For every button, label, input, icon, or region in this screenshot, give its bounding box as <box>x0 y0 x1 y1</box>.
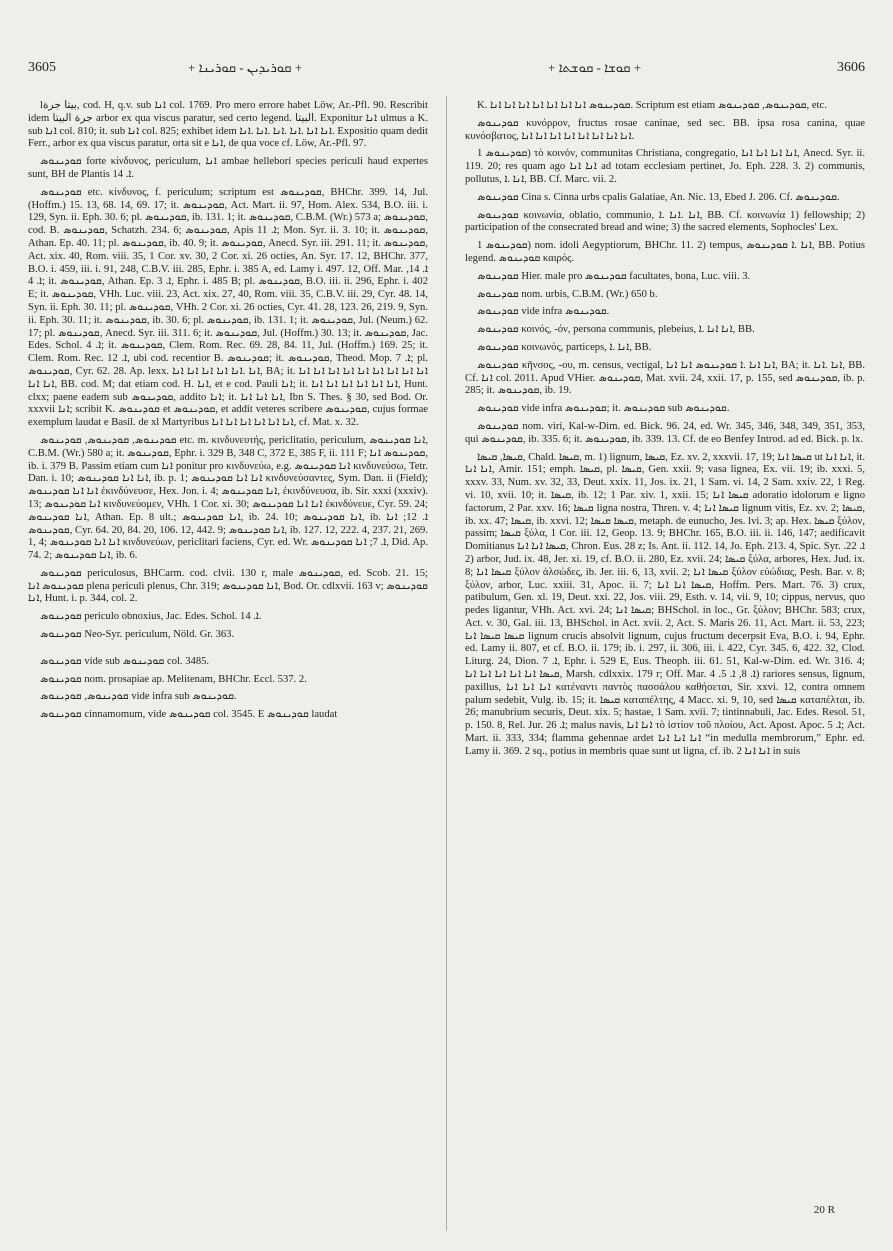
dictionary-entry: ܩܘܕܝܢܘܣ periculo obnoxius, Jac. Edes. Schol. ܐ. 14. <box>40 611 262 623</box>
page-number-right: 3606 <box>837 60 865 75</box>
dictionary-entry: ܩܘܕܝܢܘܣ 1) nom. idoli Aegyptiorum, BHChr. 11. 2) tempus, ܐܢܐ .ܐ ܩܘܕܝܢܘܣ, BB. Potius legend. ܩܘܕܝܢܘܣ καιρός. <box>465 240 865 264</box>
right-column <box>465 100 865 1220</box>
dictionary-entry: ܩܘܕܝܢܘܣ Neo-Syr. periculum, Nöld. Gr. 363. <box>40 629 235 641</box>
dictionary-entry: ܩܘܕܝܢܘܣ nom. prosapiae ap. Melitenam, BHChr. Eccl. 537. 2. <box>40 673 307 685</box>
left-column <box>28 100 428 1220</box>
dictionary-entry: ܩܘܕܝܢܘܣ vide sub ܩܘܕܝܢܘܣ col. 3485. <box>40 655 210 667</box>
dictionary-entry: ܩܘܕܝܢܘܣ κοινωνός, particeps, ܐܢܐ .ܐ, BB. <box>477 341 652 353</box>
running-head-right: + ܩܘܫܐ - ܩܘܫܬܐ + <box>548 60 642 75</box>
dictionary-entry: ܩܘܕܝܢܘܣ etc. κίνδυνος, f. periculum; scriptum est ܩܘܕܝܢܘܣ, BHChr. 399. 14, Jul. (Hoffm.) 15. 13, 68. 14, 69. 17; it. ܩܘܕܝܢܘܣ, Act. Mart. ii. 97, Hom. Alex. 534, B.O. iii. i. 129, Syn. ii. Eph. 30. 6; pl. ܩܘܕܝܢܘܣ, ib. 131. 1; it. ܩܘܕܝܢܘܣ, C.B.M. (Wr.) 573 a; ܩܘܕܝܢܘܣ, cod. B. ܩܘܕܝܢܘܣ, Schatzh. 234. 6; ܩܘܕܝܢܘܣ, Apis ܐ. 11; Mon. Syr. ii. 3. 10; it. ܩܘܕܝܢܘܣ, Athan. Ep. 40. 11; pl. ܩܘܕܝܢܘܣ, ib. 40. 9; it. ܩܘܕܝܢܘܣ, Anecd. Syr. iii. 291. 11; it. ܩܘܕܝܢܘܣ, Act. xix. 40, Rom. viii. 35, 1 Cor. xv. 30, 2 Cor. xi. 26 octies, An. Syr. 17. 12, BHChr. 377, B.O. i. 459, iii. i. 91, 248, C.B.V. iii. 285, Ephr. i. 385 A, ed. Lamy i. 497. 12, Off. Mar. ܐ. 14, ܐ. 4; it. ܩܘܕܝܢܘܣ, Athan. Ep. ܐ. 3, Ephr. i. 485 B; pl. ܩܘܕܝܢܘܣ, B.O. iii. ii. 296, Ephr. i. 402 E; it. ܩܘܕܝܢܘܣ, VHh. Luc. viii. 23, Act. xix. 27, 40, Rom. viii. 35, C.B.V. iii. 29, Cyr. 48. 14, Syn. ii. Eph. 30. 11; pl. ܩܘܕܝܢܘܣ, VHh. 2 Cor. xi. 26 octies, Cyr. 41. 28, 123. 26, 219. 9, Syn. ii. Eph. 30. 11; it. ܩܘܕܝܢܘܣ, ib. 30. 6; pl. ܩܘܕܝܢܘܣ, ib. 131. 1; it. ܩܘܕܝܢܘܣ, Jul. (Neum.) 62. 17; pl. ܩܘܕܝܢܘܣ, Anecd. Syr. iii. 311. 6; it. ܩܘܕܝܢܘܣ, Jul. (Hoffm.) 30. 13; it. ܩܘܕܝܢܘܣ, Jac. Edes. Schol. ܐ. 4; it. ܩܘܕܝܢܘܣ, Clem. Rom. Rec. 69. 28, 84. 11, Jul. (Hoffm.) 169. 25; it. Clem. Rom. Rec. ܐ. 12, ubi cod. recentior B. ܩܘܕܝܢܘܣ; it. ܩܘܕܝܢܘܣ, Theod. Mop. ܐ. 7; pl. ܩܘܕܝܢܘܣ, Cyr. 62. 28. Ap. lexx. ܐܢܐ .ܐܢܐ ܐܢܐ ܐܢܐ ܐܢܐ ܐܢܐ, BA; it. ܐܢܐ ܐܢܐ ܐܢܐ ܐܢܐ ܐܢܐ ܐܢܐ ܐܢܐ ܐܢܐ ܐܢܐ ܐܢܐ ܐܢܐ, BB. cod. M; dat etiam cod. H. ܐܢܐ, et e cod. Pauli ܐܢܐ; it. ܐܢܐ ܐܢܐ ܐܢܐ ܐܢܐ ܐܢܐ ܐܢܐ, Hunt. clxx; paene eadem sub ܩܘܕܝܢܘܣ, addito ܐܢܐ; it. ܐܢܐ ܐܢܐ ܐܢܐ, Ibn S. Thes. § 30, sed Bod. Or. xxxvii ܐܢܐ; scribit K. ܩܘܕܝܢܘܣ et ܩܘܕܝܢܘܣ, et addit veteres scribere ܩܘܕܝܢܘܣ, cujus formae exemplum laudat e Basil. de xl Martyribus ܐܢܐ ܐܢܐ ܐܢܐ ܐܢܐ ܐܢܐ ܐܢܐ, cf. Mat. x. 32. <box>28 186 428 429</box>
page-header <box>28 60 865 82</box>
dictionary-entry: ܩܘܕܝܢܘܣ κοινός, -όν, persona communis, plebeius, ܐܢܐ ܐܢܐ .ܐ, BB. <box>477 324 755 336</box>
dictionary-entry: ܩܘܕܝܢܘܣ, ܩܘܕܝܢܘܣ, ܩܘܕܝܢܘܣ etc. m. κινδυνευτής, periclitatio, periculum, ܐܢܐ ܩܘܕܝܢܘܣ, C.B.M. (Wr.) 580 a; it. ܩܘܕܝܢܘܣ, Ephr. i. 329 B, 348 C, 372 E, 385 F, ii. 111 F; ܩܘܕܝܢܘܣ ܐܢܐ, ib. i. 379 B. Passim etiam cum ܐܢܐ ponitur pro κινδυνεύω, e.g. ܐܢܐ ܩܘܕܝܢܘܣ κινδυνεύσω, Tetr. Dan. i. 10; ܐܢܐ ܐܢܐ ܩܘܕܝܢܘܣ, ib. p. 1; ܐܢܐ ܐܢܐ ܩܘܕܝܢܘܣ κινδυνεύσαντες, Sym. Dan. ii (Field); ܐܢܐ ܐܢܐ ܩܘܕܝܢܘܣ ἐκινδύνευσε, Hex. Jon. i. 4; ܐܢܐ ܩܘܕܝܢܘܣ, ἐκινδύνευσα, ib. Sir. xxxi (xxxiv). 13; ܐܢܐ ܩܘܕܝܢܘܣ κινδυνεύομεν, VHh. 1 Cor. xi. 30; ܐܢܐ ܐܢܐ ܩܘܕܝܢܘܣ ἐκινδύνευε, Cyr. 59. 24; ܐܢܐ ܩܘܕܝܢܘܣ, Athan. Ep. 8 ult.; ܐܢܐ ܩܘܕܝܢܘܣ, ib. 24. 10; ܐܢܐ ܩܘܕܝܢܘܣ, ib. ܐ. 12; ܐܢܐ ܩܘܕܝܢܘܣ, Cyr. 64. 20, 84. 20, 106. 12, 442. 9; ܐܢܐ ܩܘܕܝܢܘܣ, ib. 127. 12, 222. 4, 237. 21, 269. 1, 4; ܐܢܐ ܐܢܐ ܩܘܕܝܢܘܣ κινδυνεύων, periclitari faciens, Cyr. ed. Wr. ܐ. 7; ܐܢܐ ܩܘܕܝܢܘܣ, Did. Ap. 74. 2; ܐܢܐ ܩܘܕܝܢܘܣ, ib. 6. <box>28 434 428 562</box>
dictionary-entry: ܩܘܕܝܢܘܣ, ܩܘܕܝܢܘܣ vide infra sub ܩܘܕܝܢܘܣ. <box>40 691 237 703</box>
dictionary-entry: ܩܘܕܝܢܘܣ κῆνσος, -ου, m. census, vectigal, ܐܢܐ ܐܢܐ .ܐ ܩܘܕܝܢܘܣ ܐܢܐ ܐܢܐ, BA; it. ܐܢܐ .ܐܢܐ, BB. Cf. ܐܢܐ col. 2011. Apud VHier. ܩܘܕܝܢܘܣ, Mat. xvii. 24, xxii. 17, p. 155, sed ܩܘܕܝܢܘܣ, ib. p. 285; it. ܩܘܕܝܢܘܣ, ib. 19. <box>465 359 865 397</box>
dictionary-entry: ܩܘܕܝܢܘܣ Hier. male pro ܩܘܕܝܢܘܣ facultates, bona, Luc. viii. 3. <box>477 270 751 282</box>
dictionary-entry: ܩܘܕܝܢܘܣ periculosus, BHCarm. cod. clvii. 130 r, male ܩܘܕܝܢܘܣ, ed. Scob. 21. 15; ܩܘܕܝܢܘܣ ܐܢܐ plena periculi plenus, Chr. 319; ܐܢܐ ܩܘܕܝܢܘܣ, Bod. Or. cdlxvii. 163 v; ܩܘܕܝܢܘܣ ܐܢܐ, Hunt. i. p. 344, col. 2. <box>28 567 428 605</box>
dictionary-entry: ܩܘܕܝܢܘܣ Cina s. Cinna urbs cpalis Galatiae, An. Nic. 13, Ebed J. 206. Cf. ܩܘܕܝܢܘܣ. <box>477 191 840 203</box>
dictionary-entry: ܩܘܕܝܢܘܣ vide infra ܩܘܕܝܢܘܣ; it. ܩܘܕܝܢܘܣ sub ܩܘܕܝܢܘܣ. <box>477 403 730 415</box>
dictionary-entry: ܩܘܕܝܢܘܣ 1) τὸ κοινόν, communitas Christiana, congregatio, ܐܢܐ ܐܢܐ ܐܢܐ ܐܢܐ, Anecd. Syr. ii. 119. 20; res quam ago ܐܢܐ ܐܢܐ ad totam ecclesiam pertinet, Jo. Eph. 228. 3. 2) communis, pollutus, ܐܢܐ .ܐ, BB. Cf. Marc. vii. 2. <box>465 148 865 185</box>
dictionary-entry: ܩܘܕܝܢܘܣ κοινωνία, oblatio, communio, ܐܢܐ .ܐܢܐ .ܐ, BB. Cf. κοινωνία 1) fellowship; 2) participation of the consecrated bread and wine; 3) the sacred elements, Sophocles' Lex. <box>465 209 865 234</box>
dictionary-entry: lبيتا جرة, cod. H, q.v. sub ܐܢܐ col. 1769. Pro mero errore habet Löw, Ar.-Pfl. 90. Rescribit idem جرة البيتا arbor ex qua viscus paratur, sed certo legend. البيتا. Exponitur ܐܢܐ ulmus a K. sub ܐܢܐ col. 810; it. sub ܐܢܐ col. 825; exhibet idem ܐܢܐ ܐܢܐ .ܐܢܐ .ܐܢܐ .ܐܢܐ .ܐܢܐ. Expositio quam dedit Ferr., arbor ex qua viscus paratur, orta sit e ܐܢܐ, de qua voce cf. Löw, Ar.-Pfl. 97. <box>28 100 428 150</box>
dictionary-entry: ܩܘܕܝܢܘܣ κυνόρρον, fructus rosae caninae, sed sec. BB. ipsa rosa canina, quae κυνόσβατος, ܐܢܐ ܐܢܐ ܐܢܐ ܐܢܐ ܐܢܐ ܐܢܐ ܐܢܐ ܐܢܐ. <box>465 117 865 142</box>
signature-mark: 20 R <box>813 1204 835 1216</box>
dictionary-entry: ܩܘܕܝܢܘܣ nom. urbis, C.B.M. (Wr.) 650 b. <box>477 288 658 300</box>
dictionary-entry: ܩܝܣܐ, ܩܝܣܐ, Chald. ܩܝܣܐ, m. 1) lignum, ܩܝܣܐ, Ez. xv. 2, xxxvii. 17, 19; ܩܝܣܐ ܐܢܐ ut ܐܢܐ ܐܢܐ, it. ܐܢܐ ܐܢܐ, Amir. 151; emph. ܩܝܣܐ, pl. ܩܝܣܐ, Gen. xxii. 9; vasa lignea, Ex. vii. 19; ib. xxxi. 5, xxxv. 33, Num. xv. 32, 33, Deut. xxix. 11, Jos. ix. 21, 1 Sam. vi. 14, 2 Sam. xxiv. 22, 1 Reg. vi. 10, xvii. 10; it. ܩܝܣܐ, ib. 12; 1 Par. xiv. 1, xxii. 15; ܩܝܣܐ ܐܢܐ adoratio idolorum e ligno factorum, 2 Par. xxv. 16; ܩܝܣܐ ligna nostra, Thren. v. 4; ܩܝܣܐ ܐܢܐ lignum vitis, Ez. xv. 2; ܩܝܣܐ, ib. xx. 47; ܩܝܣܐ, ib. xxvi. 12; ܩܝܣܐ ܩܝܣܐ, metaph. de eunucho, Jes. lvi. 3; ap. Hex. ܩܝܣܐ ξύλον, passim; ܩܝܣܐ ξύλα, 1 Cor. iii. 12, Geop. 13. 9; BHChr. 165, B.O. iii. ii. 146, 147; aedificavit Domitianus ܩܝܣܐ ܐܢܐ ܐܢܐ, Chron. Eus. 28 z; Is. Ant. ii. 112. 14, Jo. Eph. 213. 4, Spic. Syr. ܐ. 22. 2) arbor, Jud. ix. 48, Jer. xi. 19, cf. B.O. ii. 280, Ez. xvii. 24; ܩܝܣܐ ξύλα, arbores, Hex. Jud. ix. 8; ܩܝܣܐ ܐܢܐ ξύλον ἀλσώδες, ib. Jer. iii. 6, 13, xvii. 2; ܩܝܣܐ ܐܢܐ ξύλον εὐώδιας, Pesh. Bar. v. 8; ξύλον, arbor, Luc. xxiii. 31, Apoc. ii. 7; ܩܝܣܐ ܐܢܐ ܐܢܐ, Hoffm. Pers. Mart. 76. 3) crux, patibulum, Gen. xl. 19, Deut. xxi. 22, Jos. viii. 29, Esth. v. 14, vii. 9, 10; cippus, nervus, quo pedes ligantur, VHh. Act. xvi. 24; ܩܝܣܐ ܐܢܐ; BHSchol. in loc., Gr. ξύλον; BHChr. 583; crux, Act. v. 30, Gal. iii. 13, BHSchol. in Act. xvii. 2, Act. S. Maris 26. 11, Act. Mart. ii. 53, 223; ܩܝܣܐ ܩܝܣܐ ܐܢܐ lignum crucis absolvit lignum, cujus fructum decerpsit Eva, B.O. i. 94, Ephr. ed. Lamy ii. 807, et cf. B.O. ii. 179; ib. i. 297, ii. 306, iii. i. 422, Cyr. 345. 6, 422. 32, Clod. Liturg. 24, Dion. ܐ. 7, Ephr. i. 529 E, Eus. Theoph. iii. 61. 51, Kal-w-Dim. ed. Wr. 316. 4; ܩܝܣܐ ܐܢܐ ܐܢܐ ܐܢܐ ܐܢܐ ܐܢܐ, Marsh. cdlxxix. 179 r; Off. Mar. ܐ. 8, ܐ. 5. 4) rariores sensus, lignum, paxillus, ܐܢܐ ܐܢܐ ܐܢܐ κατέναντι παντὸς πασσάλου καθήσεται, Sir. xxvi. 12, contra omnem palum sedebit, Vulg. ib. 15; it. ܩܝܣܐ καταπέλτης, 4 Macc. xi. 9, 10, sed ܩܝܣܐ καταπέλται, ib. 26; manubrium securis, Deut. xix. 5; hastae, 1 Sam. xvii. 7; tintinnabuli, Jac. Edes. Resol. 51, p. 150. 8, Rel. Jur. ܐ. 26; malus navis, ܐܢܐ ܐܢܐ τὸ ἱστίον τοῦ πλοίου, Act. Apost. Apoc. ܐ. 5; Act. Mart. ii. 333, 334; flamma gehennae ardet ܐܢܐ ܐܢܐ ܐܢܐ “in medulla membrorum,” Ephr. ed. Lamy ii. 369. 2 sq., potius in membris quae sunt ut ligna, cf. ib. 2 ܐܢܐ ܐܢܐ in suis <box>465 451 865 757</box>
dictionary-entry: ܩܘܕܝܢܘܣ vide infra ܩܘܕܝܢܘܣ. <box>477 306 610 318</box>
dictionary-entry: ܩܘܕܝܢܘܣ forte κίνδυνος, periculum, ܐܢܐ ambae helleborí species periculi haud expertes sunt, BH de Plantis ܐ. 14. <box>28 156 428 180</box>
dictionary-entry: ܩܘܕܝܢܘܣ nom. viri, Kal-w-Dim. ed. Bick. 96. 24, ed. Wr. 345, 346, 348, 349, 351, 353, qui ܩܘܕܝܢܘܣ, ib. 335. 6; it. ܩܘܕܝܢܘܣ, ib. 339. 13. Cf. de eo Benfey Introd. ad ed. Bick. p. lx. <box>465 420 865 445</box>
page-number-left: 3605 <box>28 60 56 75</box>
dictionary-entry: K. ܩܘܕܝܢܘܣ ܐܢܐ ܐܢܐ ܐܢܐ ܐܢܐ ܐܢܐ ܐܢܐ ܐܢܐ. Scriptum est etiam ܩܘܕܝܢܘܣ, ܩܘܕܝܢܘܣ, etc. <box>477 100 827 111</box>
running-head-left: + ܩܘܪܝܕܝܢ - ܩܘܪܝܢܐ + <box>188 60 303 75</box>
dictionary-entry: ܩܘܕܝܢܘܣ cinnamomum, vide ܩܘܕܝܢܘܣ col. 3545. E ܩܘܕܝܢܘܣ laudat <box>40 709 338 721</box>
column-divider <box>446 96 447 1231</box>
